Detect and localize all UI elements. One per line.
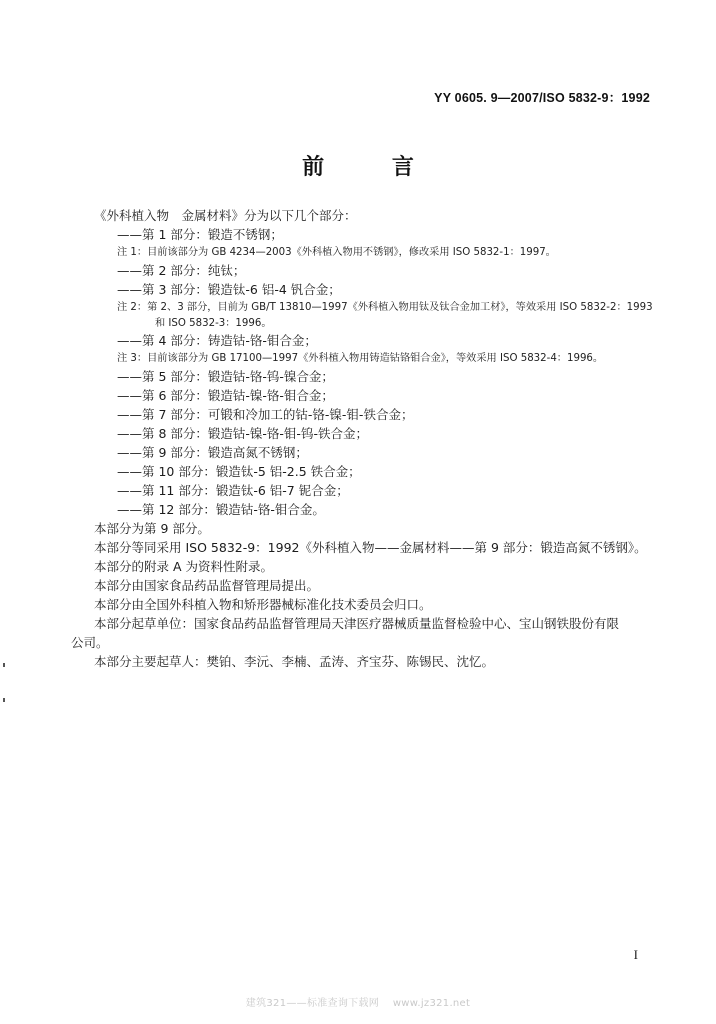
part-5: ——第 5 部分：锻造钴-铬-钨-镍合金； [117, 369, 334, 384]
page-title: 前 言 [302, 155, 444, 180]
paragraph-drafting-unit-continuation: 公司。 [71, 635, 109, 650]
note-2-continuation: 和 ISO 5832-3：1996。 [155, 318, 272, 329]
paragraph-adoption: 本部分等同采用 ISO 5832-9：1992《外科植入物——金属材料——第 9 部分：锻造高氮不锈钢》。 [94, 540, 647, 555]
part-10: ——第 10 部分：锻造钛-5 铝-2.5 铁合金； [117, 464, 361, 479]
paragraph-part-number: 本部分为第 9 部分。 [94, 521, 210, 536]
page-number: I [633, 947, 638, 962]
part-3: ——第 3 部分：锻造钛-6 铝-4 钒合金； [117, 282, 341, 297]
part-6: ——第 6 部分：锻造钴-镍-铬-钼合金； [117, 388, 334, 403]
intro-paragraph: 《外科植入物 金属材料》分为以下几个部分： [94, 208, 357, 223]
paragraph-annex: 本部分的附录 A 为资料性附录。 [94, 559, 273, 574]
part-8: ——第 8 部分：锻造钴-镍-铬-钼-钨-铁合金； [117, 426, 368, 441]
paragraph-committee: 本部分由全国外科植入物和矫形器械标准化技术委员会归口。 [94, 597, 432, 612]
note-2: 注 2：第 2、3 部分，目前为 GB/T 13810—1997《外科植入物用钛及钛合金加工材》，等效采用 ISO 5832-2：1993 [117, 302, 653, 313]
body-text [71, 206, 664, 671]
paragraph-proposer: 本部分由国家食品药品监督管理局提出。 [94, 578, 320, 593]
standard-number: YY 0605. 9—2007/ISO 5832-9：1992 [434, 91, 650, 105]
paragraph-drafting-unit: 本部分起草单位：国家食品药品监督管理局天津医疗器械质量监督检验中心、宝山钢铁股份有限 [94, 616, 620, 631]
part-11: ——第 11 部分：锻造钛-6 铝-7 铌合金； [117, 483, 349, 498]
note-1: 注 1：目前该部分为 GB 4234—2003《外科植入物用不锈钢》，修改采用 ISO 5832-1：1997。 [117, 247, 556, 258]
watermark: 建筑321——标准查询下载网 www.jz321.net [245, 998, 471, 1009]
scan-edge-mark [3, 698, 5, 702]
note-3: 注 3：目前该部分为 GB 17100—1997《外科植入物用铸造钴铬钼合金》，等效采用 ISO 5832-4：1996。 [117, 353, 604, 364]
paragraph-drafters: 本部分主要起草人：樊铂、李沅、李楠、孟涛、齐宝芬、陈锡民、沈忆。 [94, 654, 495, 669]
part-2: ——第 2 部分：纯钛； [117, 263, 246, 278]
part-9: ——第 9 部分：锻造高氮不锈钢； [117, 445, 308, 460]
part-4: ——第 4 部分：铸造钴-铬-钼合金； [117, 333, 317, 348]
part-12: ——第 12 部分：锻造钴-铬-钼合金。 [117, 502, 325, 517]
part-1: ——第 1 部分：锻造不锈钢； [117, 227, 283, 242]
part-7: ——第 7 部分：可锻和冷加工的钴-铬-镍-钼-铁合金； [117, 407, 414, 422]
scan-edge-mark [3, 663, 5, 667]
